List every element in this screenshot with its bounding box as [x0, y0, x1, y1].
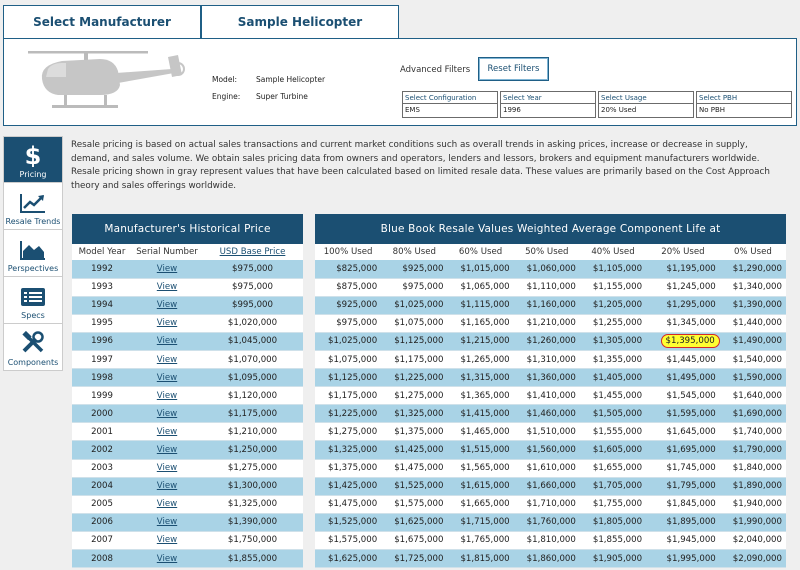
value-cell: $1,495,000	[646, 369, 720, 387]
value-cell: $1,815,000	[447, 550, 513, 568]
value-cell: $1,510,000	[514, 423, 580, 441]
view-serial-link[interactable]: View	[156, 336, 178, 347]
value-cell: $875,000	[315, 278, 381, 296]
base-price-cell: $1,175,000	[202, 405, 303, 423]
value-cell: $1,025,000	[315, 332, 381, 350]
view-serial-link[interactable]: View	[156, 463, 178, 474]
serial-number-cell	[132, 513, 202, 531]
value-cell: $1,260,000	[514, 332, 580, 350]
base-price-cell: $1,325,000	[202, 495, 303, 513]
value-cell: $1,460,000	[514, 405, 580, 423]
model-year-cell: 1992	[72, 260, 132, 278]
top-tabs	[3, 5, 399, 38]
tab-sample-helicopter[interactable]: Sample Helicopter	[201, 5, 399, 38]
table-row	[72, 441, 303, 459]
value-cell: $1,225,000	[315, 405, 381, 423]
view-serial-link[interactable]: View	[156, 481, 178, 492]
value-cell: $1,555,000	[580, 423, 646, 441]
pbh-select[interactable]	[696, 91, 792, 118]
reset-filters-button[interactable]: Reset Filters	[478, 57, 549, 81]
table-row	[315, 495, 786, 513]
model-value: Sample Helicopter	[256, 75, 326, 84]
serial-number-cell	[132, 477, 202, 495]
value-cell: $2,090,000	[720, 550, 786, 568]
value-cell: $1,710,000	[514, 495, 580, 513]
value-cell: $1,790,000	[720, 441, 786, 459]
base-price-cell: $1,855,000	[202, 550, 303, 568]
value-cell: $1,795,000	[646, 477, 720, 495]
aircraft-header-panel	[3, 38, 797, 126]
model-year-cell: 1994	[72, 296, 132, 314]
value-cell: $1,155,000	[580, 278, 646, 296]
value-cell: $1,565,000	[447, 459, 513, 477]
value-cell: $1,895,000	[646, 513, 720, 531]
value-cell: $1,655,000	[580, 459, 646, 477]
value-cell: $1,590,000	[720, 369, 786, 387]
table-row	[315, 278, 786, 296]
model-year-cell: 2004	[72, 477, 132, 495]
filter-label: Select PBH	[697, 92, 791, 104]
area-chart-icon	[19, 239, 47, 261]
historical-price-panel	[72, 214, 303, 568]
serial-number-cell	[132, 423, 202, 441]
column-header: 80% Used	[392, 247, 436, 257]
view-serial-link[interactable]: View	[156, 444, 178, 455]
nav-pricing[interactable]	[3, 136, 63, 183]
serial-number-cell	[132, 405, 202, 423]
serial-number-cell	[132, 550, 202, 568]
helicopter-image	[22, 47, 192, 119]
serial-number-cell	[132, 531, 202, 549]
filter-value: EMS	[405, 106, 420, 114]
table-row	[72, 550, 303, 568]
trend-chart-icon	[19, 192, 47, 214]
table-row	[72, 495, 303, 513]
bluebook-values-panel	[315, 214, 786, 568]
value-cell: $1,175,000	[381, 350, 447, 368]
value-cell: $1,065,000	[447, 278, 513, 296]
view-serial-link[interactable]: View	[156, 354, 178, 365]
serial-number-cell	[132, 369, 202, 387]
base-price-cell: $975,000	[202, 278, 303, 296]
base-price-cell: $975,000	[202, 260, 303, 278]
table-row	[315, 314, 786, 332]
serial-number-cell	[132, 441, 202, 459]
value-cell	[646, 332, 720, 350]
nav-label: Resale Trends	[5, 217, 61, 226]
value-cell: $1,540,000	[720, 350, 786, 368]
value-cell: $1,310,000	[514, 350, 580, 368]
value-cell: $1,575,000	[381, 495, 447, 513]
serial-number-cell	[132, 296, 202, 314]
value-cell: $1,525,000	[315, 513, 381, 531]
view-serial-link[interactable]: View	[156, 282, 178, 293]
nav-components[interactable]	[3, 324, 63, 371]
table-row	[315, 387, 786, 405]
value-cell: $1,575,000	[315, 531, 381, 549]
value-cell: $1,610,000	[514, 459, 580, 477]
value-cell: $1,360,000	[514, 369, 580, 387]
base-price-cell: $1,020,000	[202, 314, 303, 332]
value-cell: $1,025,000	[381, 296, 447, 314]
tab-select-manufacturer[interactable]: Select Manufacturer	[3, 5, 201, 38]
table-row	[72, 387, 303, 405]
value-cell: $1,415,000	[447, 405, 513, 423]
table-row	[315, 405, 786, 423]
value-cell: $1,765,000	[447, 531, 513, 549]
value-cell: $1,890,000	[720, 477, 786, 495]
model-year-cell: 1993	[72, 278, 132, 296]
engine-value: Super Turbine	[256, 92, 308, 101]
table-row	[72, 278, 303, 296]
value-cell: $1,405,000	[580, 369, 646, 387]
view-serial-link[interactable]: View	[156, 408, 178, 419]
value-cell: $1,275,000	[381, 387, 447, 405]
value-cell: $1,490,000	[720, 332, 786, 350]
dollar-icon	[24, 143, 42, 167]
value-cell: $1,390,000	[720, 296, 786, 314]
value-cell: $1,345,000	[646, 314, 720, 332]
value-cell: $1,745,000	[646, 459, 720, 477]
table-row	[315, 477, 786, 495]
highlighted-value: $1,395,000	[661, 334, 720, 348]
table-row	[72, 405, 303, 423]
table-row	[72, 459, 303, 477]
value-cell: $1,525,000	[381, 477, 447, 495]
value-cell: $1,625,000	[381, 513, 447, 531]
value-cell: $1,660,000	[514, 477, 580, 495]
model-year-cell: 2002	[72, 441, 132, 459]
value-cell: $1,255,000	[580, 314, 646, 332]
column-header: Serial Number	[136, 247, 198, 257]
description-paragraph: Resale pricing shown in gray represent values that have been calculated based on limited resale data. These values are primarily based on the Cost Approach theory and sales offerings worldwide.	[71, 167, 770, 191]
view-serial-link[interactable]: View	[156, 426, 178, 437]
value-cell: $1,715,000	[447, 513, 513, 531]
column-header: 40% Used	[591, 247, 635, 257]
value-cell: $1,665,000	[447, 495, 513, 513]
value-cell: $1,075,000	[315, 350, 381, 368]
value-cell: $1,465,000	[447, 423, 513, 441]
view-serial-link[interactable]: View	[156, 535, 178, 546]
table-row	[72, 477, 303, 495]
value-cell: $1,125,000	[315, 369, 381, 387]
base-price-cell: $1,300,000	[202, 477, 303, 495]
value-cell: $1,615,000	[447, 477, 513, 495]
tools-icon	[20, 331, 46, 355]
filter-value: 1996	[503, 106, 521, 114]
value-cell: $1,690,000	[720, 405, 786, 423]
value-cell: $1,990,000	[720, 513, 786, 531]
value-cell: $1,295,000	[646, 296, 720, 314]
value-cell: $1,805,000	[580, 513, 646, 531]
value-cell: $2,040,000	[720, 531, 786, 549]
nav-resale-trends[interactable]	[3, 183, 63, 230]
value-cell: $975,000	[381, 278, 447, 296]
historical-price-table	[72, 244, 303, 568]
historical-price-title: Manufacturer's Historical Price	[72, 214, 303, 244]
value-cell: $1,340,000	[720, 278, 786, 296]
configuration-select[interactable]	[402, 91, 498, 118]
usd-base-price-sort-link[interactable]: USD Base Price	[219, 247, 286, 257]
value-cell: $1,740,000	[720, 423, 786, 441]
view-serial-link[interactable]: View	[156, 517, 178, 528]
nav-perspectives[interactable]	[3, 230, 63, 277]
value-cell: $1,125,000	[381, 332, 447, 350]
value-cell: $1,075,000	[381, 314, 447, 332]
model-year-cell: 1996	[72, 332, 132, 350]
value-cell: $1,110,000	[514, 278, 580, 296]
value-cell: $1,175,000	[315, 387, 381, 405]
value-cell: $1,205,000	[580, 296, 646, 314]
table-row	[315, 531, 786, 549]
view-serial-link[interactable]: View	[156, 372, 178, 383]
value-cell: $1,225,000	[381, 369, 447, 387]
base-price-cell: $995,000	[202, 296, 303, 314]
side-nav	[3, 136, 63, 371]
value-cell: $1,845,000	[646, 495, 720, 513]
value-cell: $1,325,000	[315, 441, 381, 459]
view-serial-link[interactable]: View	[156, 390, 178, 401]
value-cell: $1,245,000	[646, 278, 720, 296]
column-header: 60% Used	[458, 247, 503, 257]
value-cell: $1,265,000	[447, 350, 513, 368]
filter-bar	[402, 91, 792, 118]
view-serial-link[interactable]: View	[156, 263, 178, 274]
table-row	[315, 296, 786, 314]
serial-number-cell	[132, 278, 202, 296]
value-cell: $1,275,000	[315, 423, 381, 441]
value-cell: $1,515,000	[447, 441, 513, 459]
value-cell: $1,425,000	[315, 477, 381, 495]
serial-number-cell	[132, 387, 202, 405]
value-cell: $1,215,000	[447, 332, 513, 350]
value-cell: $1,475,000	[381, 459, 447, 477]
serial-number-cell	[132, 459, 202, 477]
value-cell: $1,645,000	[646, 423, 720, 441]
value-cell: $1,940,000	[720, 495, 786, 513]
value-cell: $825,000	[315, 260, 381, 278]
filter-label: Select Configuration	[403, 92, 497, 104]
model-year-cell: 1997	[72, 350, 132, 368]
serial-number-cell	[132, 332, 202, 350]
value-cell: $1,210,000	[514, 314, 580, 332]
value-cell: $1,640,000	[720, 387, 786, 405]
value-cell: $1,855,000	[580, 531, 646, 549]
column-header: 100% Used	[323, 247, 373, 257]
table-row	[315, 423, 786, 441]
value-cell: $1,755,000	[580, 495, 646, 513]
table-row	[72, 350, 303, 368]
value-cell: $1,810,000	[514, 531, 580, 549]
table-row	[315, 260, 786, 278]
base-price-cell: $1,095,000	[202, 369, 303, 387]
model-year-cell: 2003	[72, 459, 132, 477]
value-cell: $1,315,000	[447, 369, 513, 387]
value-cell: $1,115,000	[447, 296, 513, 314]
bluebook-title: Blue Book Resale Values Weighted Average Component Life at	[315, 214, 786, 244]
table-row	[315, 350, 786, 368]
year-select[interactable]	[500, 91, 596, 118]
usage-select[interactable]	[598, 91, 694, 118]
model-year-cell: 1998	[72, 369, 132, 387]
model-year-cell: 2008	[72, 550, 132, 568]
nav-label: Components	[7, 358, 59, 367]
table-row	[72, 369, 303, 387]
serial-number-cell	[132, 350, 202, 368]
model-label: Model:	[212, 75, 238, 84]
filter-label: Select Year	[501, 92, 595, 104]
value-cell: $1,165,000	[447, 314, 513, 332]
base-price-cell: $1,120,000	[202, 387, 303, 405]
value-cell: $1,475,000	[315, 495, 381, 513]
column-header: 0% Used	[733, 247, 772, 257]
serial-number-cell	[132, 260, 202, 278]
value-cell: $1,505,000	[580, 405, 646, 423]
value-cell: $1,365,000	[447, 387, 513, 405]
value-cell: $1,605,000	[580, 441, 646, 459]
value-cell: $1,705,000	[580, 477, 646, 495]
value-cell: $1,995,000	[646, 550, 720, 568]
base-price-cell: $1,275,000	[202, 459, 303, 477]
value-cell: $1,015,000	[447, 260, 513, 278]
value-cell: $1,695,000	[646, 441, 720, 459]
value-cell: $1,410,000	[514, 387, 580, 405]
base-price-cell: $1,045,000	[202, 332, 303, 350]
value-cell: $1,305,000	[580, 332, 646, 350]
value-cell: $1,355,000	[580, 350, 646, 368]
table-row	[72, 314, 303, 332]
model-year-cell: 2007	[72, 531, 132, 549]
table-row	[315, 369, 786, 387]
view-serial-link[interactable]: View	[156, 499, 178, 510]
value-cell: $1,560,000	[514, 441, 580, 459]
filter-value: No PBH	[699, 106, 726, 114]
base-price-cell: $1,250,000	[202, 441, 303, 459]
table-row	[72, 296, 303, 314]
model-year-cell: 1995	[72, 314, 132, 332]
value-cell: $1,375,000	[381, 423, 447, 441]
nav-specs[interactable]	[3, 277, 63, 324]
table-row	[315, 550, 786, 568]
model-year-cell: 1999	[72, 387, 132, 405]
nav-label: Perspectives	[7, 264, 59, 273]
nav-label: Specs	[21, 311, 45, 320]
value-cell: $1,760,000	[514, 513, 580, 531]
filter-value: 20% Used	[601, 106, 637, 114]
table-row	[72, 513, 303, 531]
value-cell: $1,595,000	[646, 405, 720, 423]
advanced-filters-label: Advanced Filters	[400, 65, 471, 75]
value-cell: $1,195,000	[646, 260, 720, 278]
value-cell: $1,375,000	[315, 459, 381, 477]
table-row	[315, 513, 786, 531]
value-cell: $1,105,000	[580, 260, 646, 278]
table-row	[315, 332, 786, 350]
filter-label: Select Usage	[599, 92, 693, 104]
table-row	[72, 332, 303, 350]
value-cell: $1,625,000	[315, 550, 381, 568]
model-year-cell: 2001	[72, 423, 132, 441]
value-cell: $1,945,000	[646, 531, 720, 549]
table-row	[315, 441, 786, 459]
value-cell: $1,445,000	[646, 350, 720, 368]
value-cell: $1,545,000	[646, 387, 720, 405]
svg-text:$: $	[24, 143, 42, 167]
value-cell: $1,425,000	[381, 441, 447, 459]
aircraft-info	[212, 71, 325, 105]
view-serial-link[interactable]: View	[156, 553, 178, 564]
table-row	[72, 423, 303, 441]
table-row	[72, 260, 303, 278]
bluebook-values-table	[315, 244, 786, 568]
value-cell: $1,290,000	[720, 260, 786, 278]
model-year-cell: 2000	[72, 405, 132, 423]
description-paragraph: Resale pricing is based on actual sales transactions and current market conditions such as overall trends in asking prices, increase or decrease in supply, demand, and sales volume. We obtain sales pricing data from owners and operators, lenders and lessors, brokers and equipment manufacturers worldwide.	[71, 140, 760, 164]
value-cell: $1,455,000	[580, 387, 646, 405]
base-price-cell: $1,070,000	[202, 350, 303, 368]
value-cell: $1,675,000	[381, 531, 447, 549]
serial-number-cell	[132, 314, 202, 332]
column-header: 50% Used	[525, 247, 569, 257]
table-row	[72, 531, 303, 549]
nav-label: Pricing	[19, 170, 47, 179]
list-icon	[20, 286, 46, 308]
value-cell: $925,000	[381, 260, 447, 278]
value-cell: $1,725,000	[381, 550, 447, 568]
value-cell: $925,000	[315, 296, 381, 314]
view-serial-link[interactable]: View	[156, 318, 178, 329]
value-cell: $1,905,000	[580, 550, 646, 568]
column-header: Model Year	[78, 247, 126, 257]
base-price-cell: $1,390,000	[202, 513, 303, 531]
value-cell: $1,440,000	[720, 314, 786, 332]
model-year-cell: 2005	[72, 495, 132, 513]
value-cell: $1,840,000	[720, 459, 786, 477]
value-cell: $1,325,000	[381, 405, 447, 423]
serial-number-cell	[132, 495, 202, 513]
value-cell: $1,060,000	[514, 260, 580, 278]
engine-label: Engine:	[212, 92, 241, 101]
table-row	[315, 459, 786, 477]
pricing-description	[71, 139, 783, 193]
value-cell: $1,860,000	[514, 550, 580, 568]
base-price-cell: $1,210,000	[202, 423, 303, 441]
base-price-cell: $1,750,000	[202, 531, 303, 549]
model-year-cell: 2006	[72, 513, 132, 531]
view-serial-link[interactable]: View	[156, 300, 178, 311]
value-cell: $1,160,000	[514, 296, 580, 314]
value-cell: $975,000	[315, 314, 381, 332]
column-header: 20% Used	[661, 247, 705, 257]
